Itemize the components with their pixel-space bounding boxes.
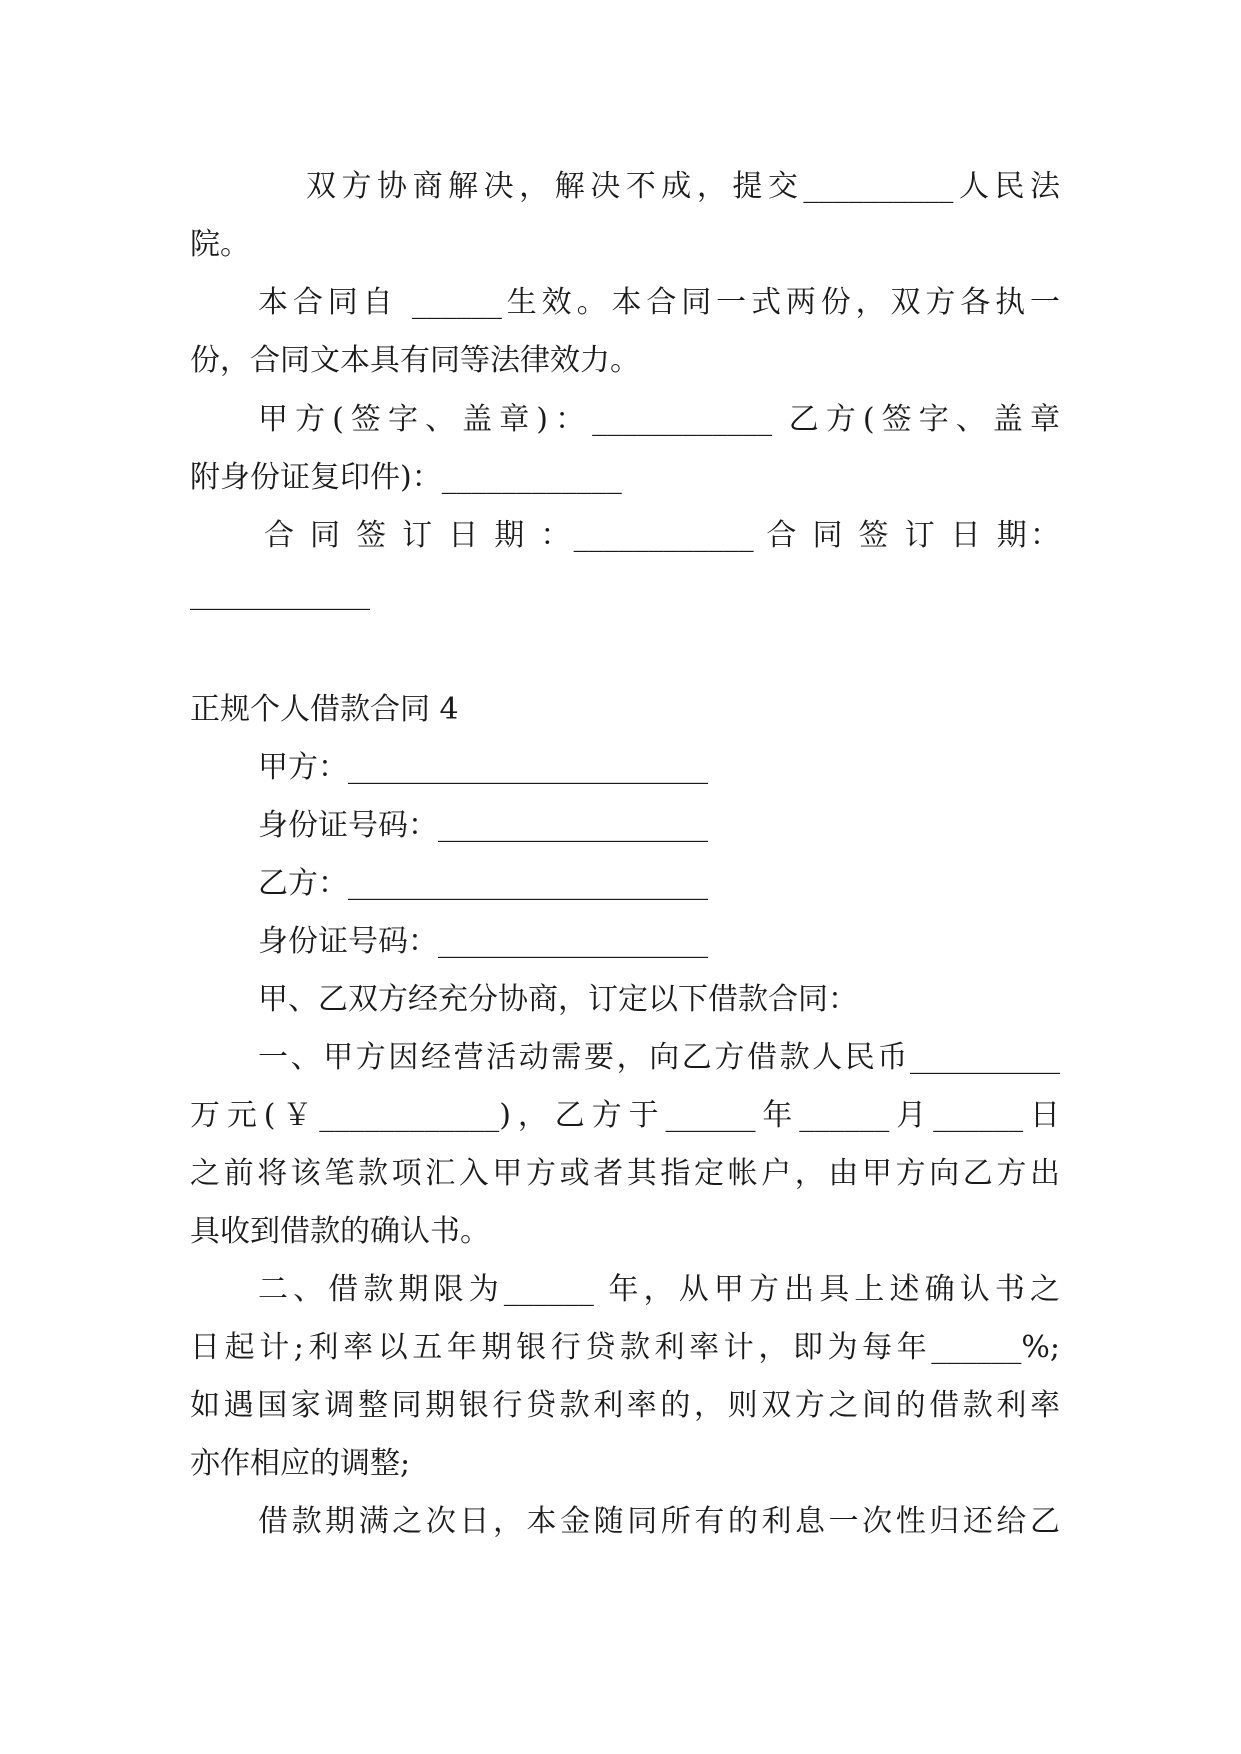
paragraph-line: 附身份证复印件)：____________ <box>190 460 622 495</box>
paragraph-line: 院。 <box>190 227 250 262</box>
paragraph-line: 双方协商解决，解决不成，提交__________人民法 <box>306 169 1060 204</box>
signature-line-party-a: 甲方(签字、盖章)：____________ 乙方(签字、盖章 <box>258 402 1060 437</box>
paragraph-line: 借款期满之次日，本金随同所有的利息一次性归还给乙 <box>258 1504 1060 1539</box>
party-a-field: 甲方：________________________ <box>258 750 708 785</box>
clause-two-line: 亦作相应的调整; <box>190 1446 411 1481</box>
id-number-field-a: 身份证号码：__________________ <box>258 808 708 843</box>
clause-two-line: 如遇国家调整同期银行贷款利率的，则双方之间的借款利率 <box>190 1388 1060 1423</box>
paragraph-line: 甲、乙双方经充分协商，订定以下借款合同： <box>258 982 858 1017</box>
party-b-field: 乙方：________________________ <box>258 866 708 901</box>
clause-two-line: 二、借款期限为______ 年，从甲方出具上述确认书之 <box>258 1272 1060 1307</box>
signing-date-line: 合 同 签 订 日 期 ：____________ 合 同 签 订 日 期： <box>264 518 1060 553</box>
paragraph-line: 本合同自 ______生效。本合同一式两份，双方各执一 <box>258 285 1060 320</box>
paragraph-line: 份，合同文本具有同等法律效力。 <box>190 343 640 378</box>
section-title: 正规个人借款合同 4 <box>190 692 459 727</box>
signing-date-blank: ____________ <box>190 576 370 611</box>
clause-one-line: 具收到借款的确认书。 <box>190 1214 490 1249</box>
clause-one-line: 万元(￥____________)，乙方于______年______月______日 <box>190 1098 1060 1133</box>
clause-one-line: 之前将该笔款项汇入甲方或者其指定帐户，由甲方向乙方出 <box>190 1156 1060 1191</box>
clause-two-line: 日起计;利率以五年期银行贷款利率计，即为每年______%; <box>190 1330 1060 1365</box>
clause-one-line: 一、甲方因经营活动需要，向乙方借款人民币__________ <box>258 1040 1060 1075</box>
id-number-field-b: 身份证号码：__________________ <box>258 924 708 959</box>
